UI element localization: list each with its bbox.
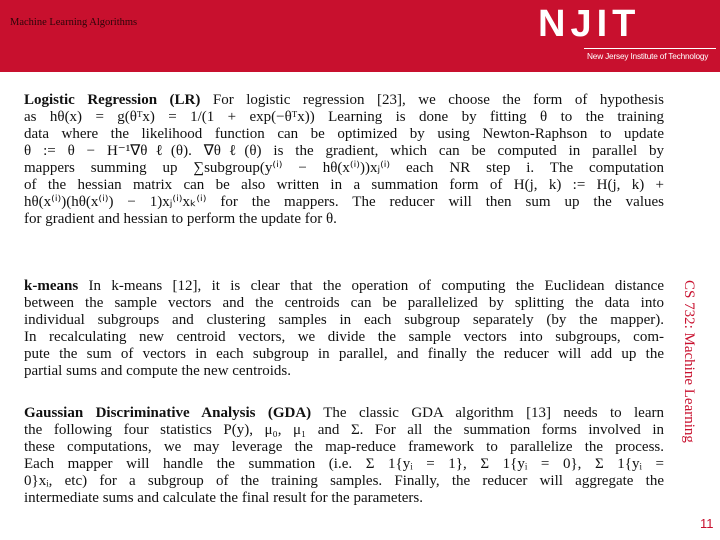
logo-wordmark: NJIT bbox=[538, 3, 641, 45]
header-band bbox=[0, 0, 720, 72]
text-line: as hθ(x) = g(θᵀx) = 1/(1 + exp(−θᵀx)) Learning is done by fitting θ to the training bbox=[24, 109, 664, 125]
text-line: pute the sum of vectors in each subgroup in parallel, and finally the reducer will add up the bbox=[24, 346, 664, 362]
page-number: 11 bbox=[700, 516, 714, 531]
text-line: 0}xᵢ, etc) for a subgroup of the training samples. Finally, the reducer will aggregate the bbox=[24, 473, 664, 489]
text-line: of the hessian matrix can be also written in a summation form of H(j, k) := H(j, k) + bbox=[24, 177, 664, 193]
section-k-means bbox=[24, 278, 664, 380]
text-line: The classic GDA algorithm [13] needs to learn bbox=[311, 405, 664, 421]
section-heading: k-means bbox=[24, 278, 79, 294]
text-line: partial sums and compute the new centroids. bbox=[24, 363, 292, 379]
text-line: these computations, we may leverage the map-reduce framework to parallelize the process. bbox=[24, 439, 664, 455]
text-line: data where the likelihood function can be optimized by using Newton-Raphson to update bbox=[24, 126, 664, 142]
text-line: In k-means [12], it is clear that the operation of computing the Euclidean distance bbox=[78, 278, 664, 294]
text-line: the following four statistics P(y), μ₀, μ₁ and Σ. For all the summation forms involved in bbox=[24, 422, 664, 438]
section-heading: Gaussian Discriminative Analysis (GDA) bbox=[24, 405, 312, 421]
text-line: individual subgroups and clustering samples in each subgroup separately (by the mapper). bbox=[24, 312, 664, 328]
text-line: for gradient and hessian to perform the update for θ. bbox=[24, 211, 337, 227]
text-line: hθ(x⁽ⁱ⁾)(hθ(x⁽ⁱ⁾) − 1)xⱼ⁽ⁱ⁾xₖ⁽ⁱ⁾ for the mappers. The reducer will then sum up the values bbox=[24, 194, 664, 210]
text-line: between the sample vectors and the centroids can be parallelized by splitting the data into bbox=[24, 295, 664, 311]
course-side-title: CS 732: Machine Learning bbox=[681, 280, 697, 443]
logo-rule bbox=[584, 48, 716, 49]
njit-logo bbox=[538, 2, 716, 66]
section-logistic-regression bbox=[24, 92, 664, 228]
text-line: In recalculating new centroid vectors, we divide the sample vectors into subgroups, com- bbox=[24, 329, 664, 345]
text-line: intermediate sums and calculate the final result for the parameters. bbox=[24, 490, 424, 506]
section-gda bbox=[24, 405, 664, 507]
text-line: mappers summing up ∑subgroup(y⁽ⁱ⁾ − hθ(x⁽ⁱ⁾))xⱼ⁽ⁱ⁾ each NR step i. The computation bbox=[24, 160, 664, 176]
text-line: θ := θ − H⁻¹∇θℓ(θ). ∇θℓ(θ) is the gradient, which can be computed in parallel by bbox=[24, 143, 664, 159]
text-line: Each mapper will handle the summation (i.e. Σ 1{yᵢ = 1}, Σ 1{yᵢ = 0}, Σ 1{yᵢ = bbox=[24, 456, 664, 472]
text-line: For logistic regression [23], we choose the form of hypothesis bbox=[200, 92, 664, 108]
slide-header-title: Machine Learning Algorithms bbox=[10, 17, 138, 28]
section-heading: Logistic Regression (LR) bbox=[24, 92, 201, 108]
logo-caption: New Jersey Institute of Technology bbox=[587, 51, 709, 61]
